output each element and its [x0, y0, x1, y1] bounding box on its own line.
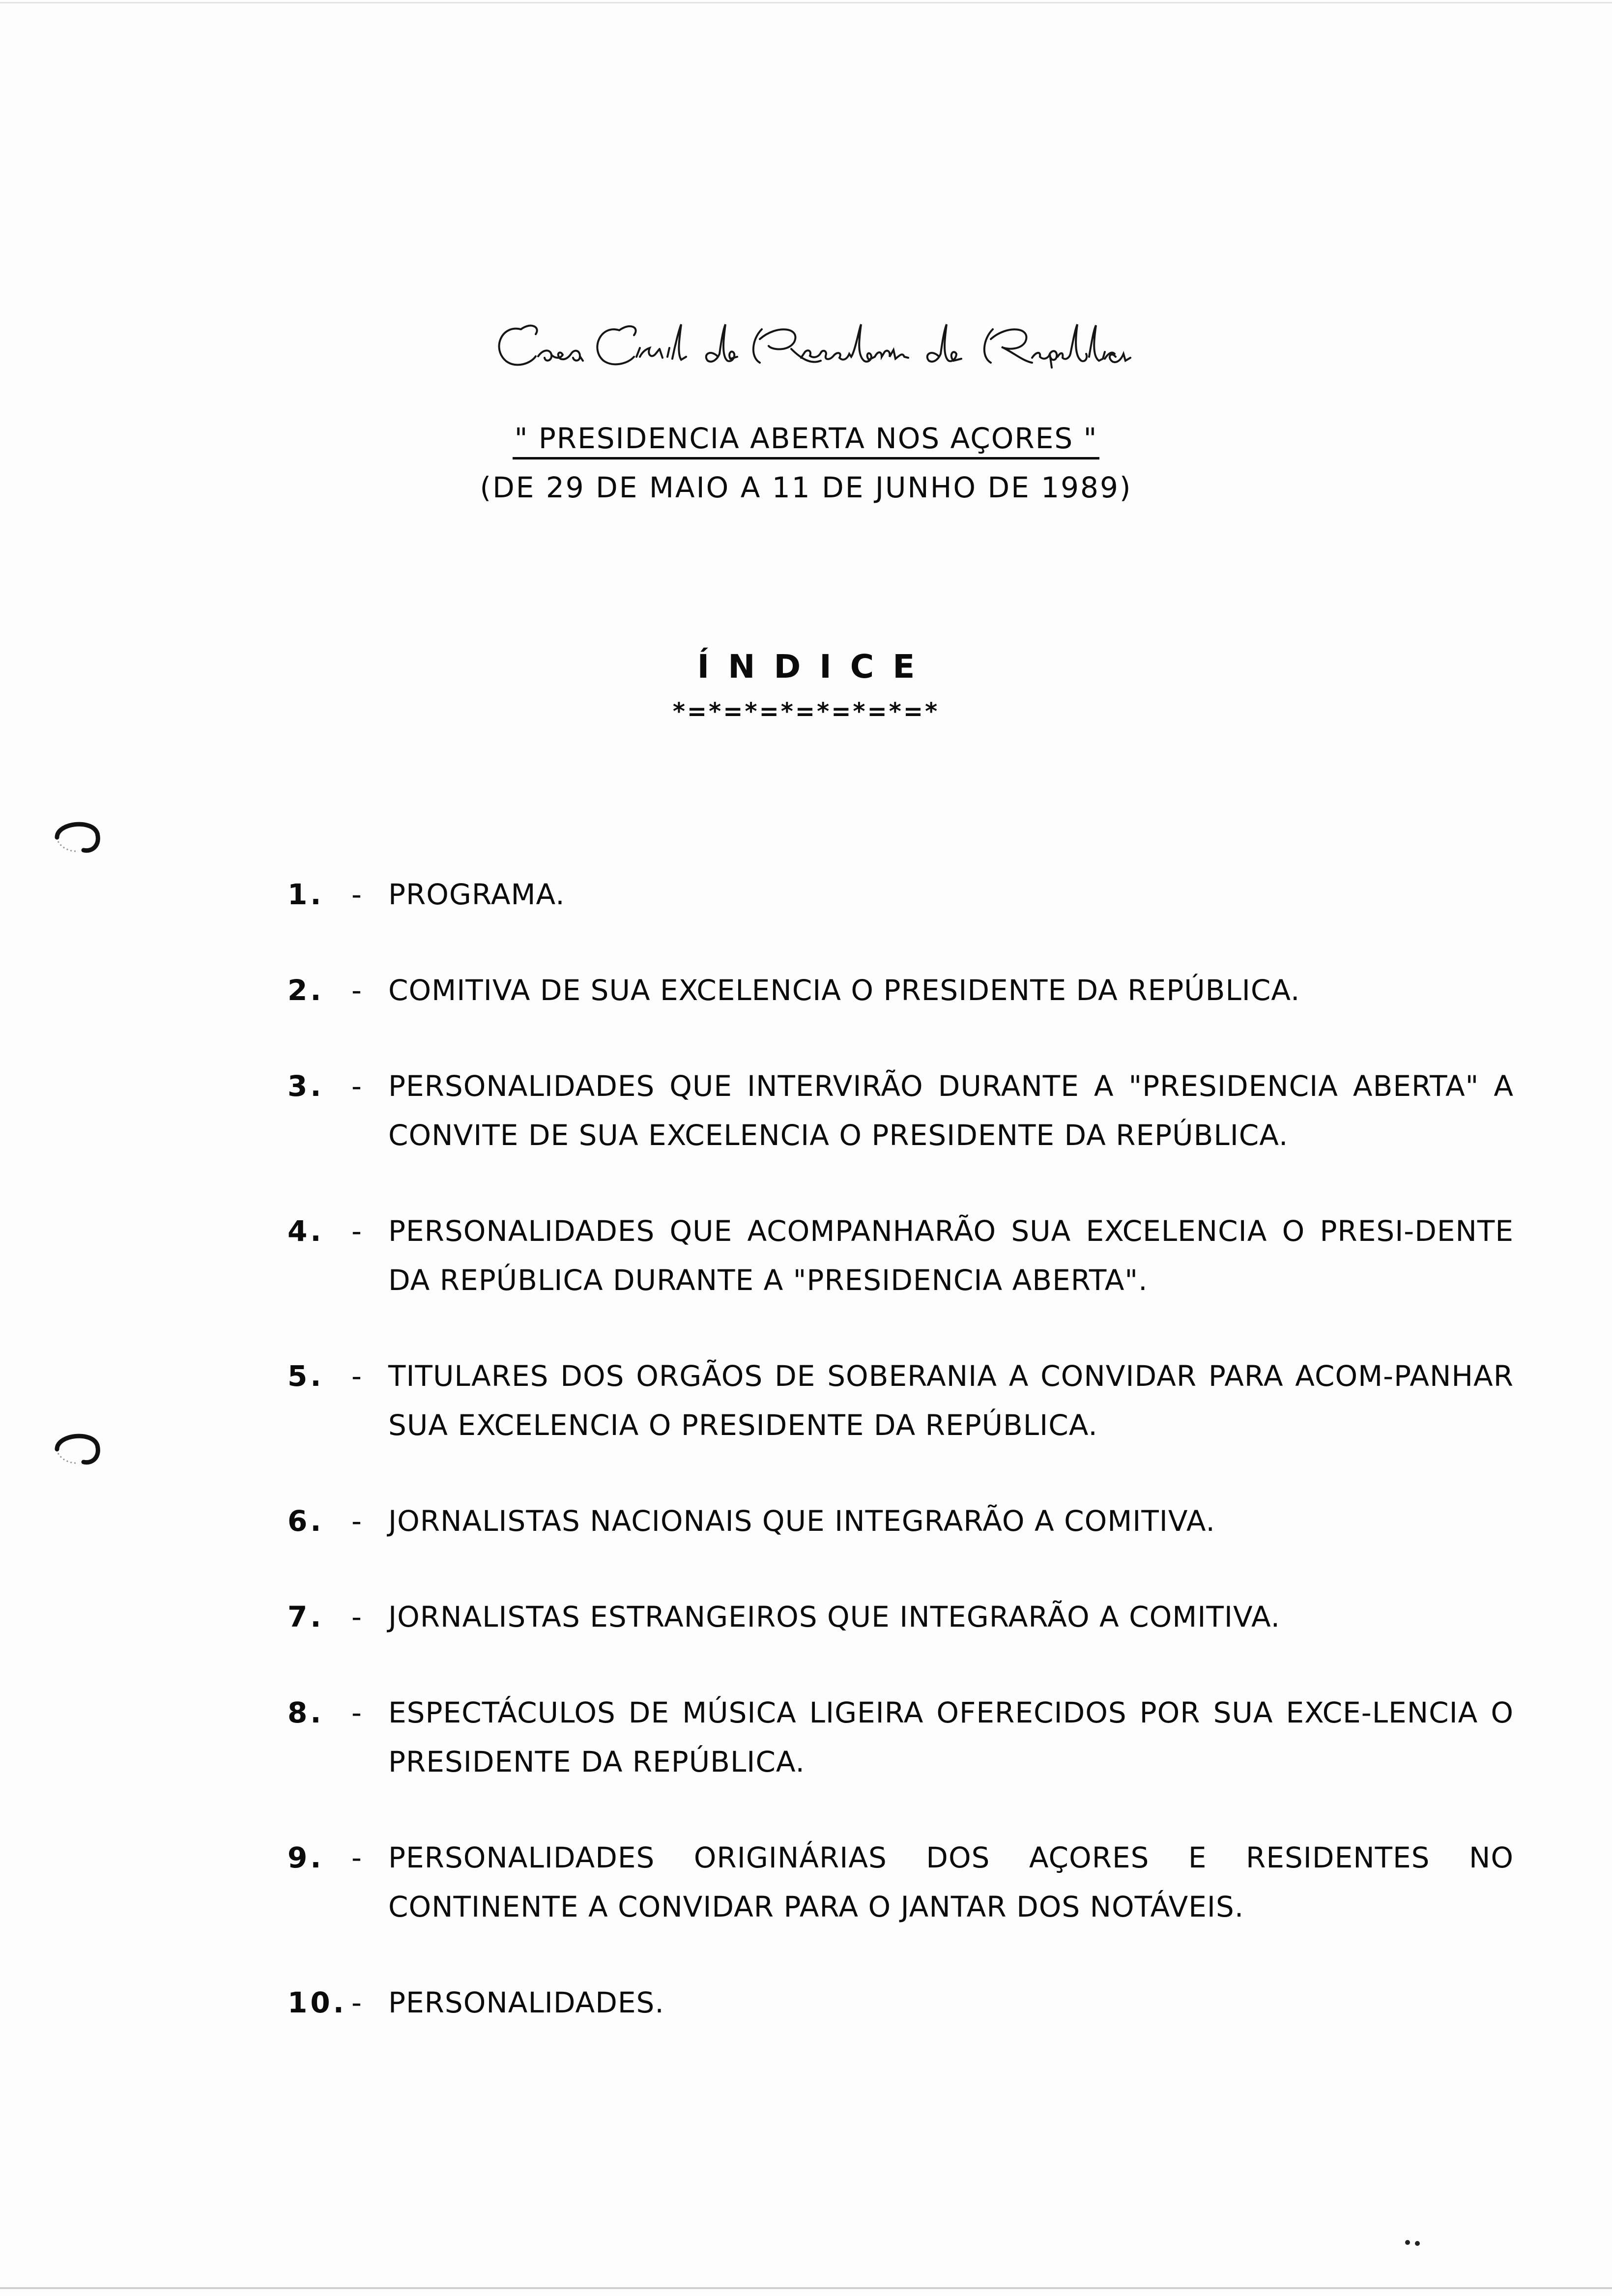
- letterhead-handwriting-graphic: [487, 310, 1140, 383]
- index-item-dash: -: [351, 1214, 362, 1248]
- index-item-number: 5.: [288, 1359, 324, 1393]
- index-item-number: 8.: [288, 1696, 324, 1729]
- index-item-text: JORNALISTAS ESTRANGEIROS QUE INTEGRARÃO A COMITIVA.: [388, 1600, 1281, 1634]
- index-item: [288, 1688, 1516, 1786]
- index-item-text: JORNALISTAS NACIONAIS QUE INTEGRARÃO A COMITIVA.: [388, 1504, 1215, 1538]
- index-item-number: 7.: [288, 1600, 324, 1634]
- top-scan-edge: [0, 2, 1612, 3]
- index-title: ÍNDICE: [697, 648, 934, 686]
- index-item-number: 6.: [288, 1504, 324, 1538]
- letterhead-script: [487, 310, 1140, 383]
- index-item-text: PERSONALIDADES.: [388, 1986, 664, 2019]
- index-item-dash: -: [351, 878, 362, 911]
- index-item-dash: -: [351, 1841, 362, 1874]
- header-title: [0, 422, 1612, 455]
- index-item-dash: -: [351, 1069, 362, 1103]
- index-item-number: 4.: [288, 1214, 324, 1248]
- index-item: [288, 1978, 1516, 2027]
- index-item-text: ESPECTÁCULOS DE MÚSICA LIGEIRA OFERECIDOS POR SUA EXCE-LENCIA O PRESIDENTE DA REPÚBLICA.: [388, 1696, 1514, 1779]
- punch-hole-lower: [53, 1428, 100, 1467]
- index-item: [288, 1496, 1516, 1546]
- index-item: [288, 1206, 1516, 1305]
- index-item-number: 1.: [288, 878, 324, 911]
- index-item-text: PERSONALIDADES ORIGINÁRIAS DOS AÇORES E RESIDENTES NO CONTINENTE A CONVIDAR PARA O JANTAR DOS NOTÁVEIS.: [388, 1841, 1514, 1923]
- index-item: [288, 1351, 1516, 1450]
- index-list: [288, 870, 1516, 2074]
- index-item: [288, 1833, 1516, 1931]
- bottom-scan-edge: [0, 2287, 1612, 2289]
- index-item-dash: -: [351, 1986, 362, 2019]
- punch-hole-upper: [53, 816, 100, 855]
- index-item-dash: -: [351, 1504, 362, 1538]
- index-underline: *=*=*=*=*=*=*=*: [672, 698, 940, 725]
- index-item-dash: -: [351, 1600, 362, 1634]
- index-item: [288, 1592, 1516, 1641]
- index-item-dash: -: [351, 974, 362, 1007]
- index-item-dash: -: [351, 1359, 362, 1393]
- index-item-text: PERSONALIDADES QUE INTERVIRÃO DURANTE A "PRESIDENCIA ABERTA" A CONVITE DE SUA EXCELENCIA O PRESIDENTE DA REPÚBLICA.: [388, 1069, 1514, 1152]
- index-item-text: TITULARES DOS ORGÃOS DE SOBERANIA A CONVIDAR PARA ACOM-PANHAR SUA EXCELENCIA O PRESIDENTE DA REPÚBLICA.: [388, 1359, 1514, 1442]
- index-item: [288, 1062, 1516, 1160]
- index-item-number: 3.: [288, 1069, 324, 1103]
- index-item: [288, 966, 1516, 1015]
- index-item-number: 9.: [288, 1841, 324, 1874]
- page-marks: [1401, 2235, 1430, 2250]
- index-item-text: PERSONALIDADES QUE ACOMPANHARÃO SUA EXCELENCIA O PRESI-DENTE DA REPÚBLICA DURANTE A "PRESIDENCIA ABERTA".: [388, 1214, 1514, 1297]
- header-dates: (DE 29 DE MAIO A 11 DE JUNHO DE 1989): [480, 471, 1132, 504]
- header-title-text: " PRESIDENCIA ABERTA NOS AÇORES ": [513, 422, 1100, 459]
- index-item-number: 10.: [288, 1986, 347, 2019]
- index-item-dash: -: [351, 1696, 362, 1729]
- index-item-text: COMITIVA DE SUA EXCELENCIA O PRESIDENTE DA REPÚBLICA.: [388, 974, 1300, 1007]
- index-item: [288, 870, 1516, 919]
- index-item-number: 2.: [288, 974, 324, 1007]
- index-item-text: PROGRAMA.: [388, 878, 565, 911]
